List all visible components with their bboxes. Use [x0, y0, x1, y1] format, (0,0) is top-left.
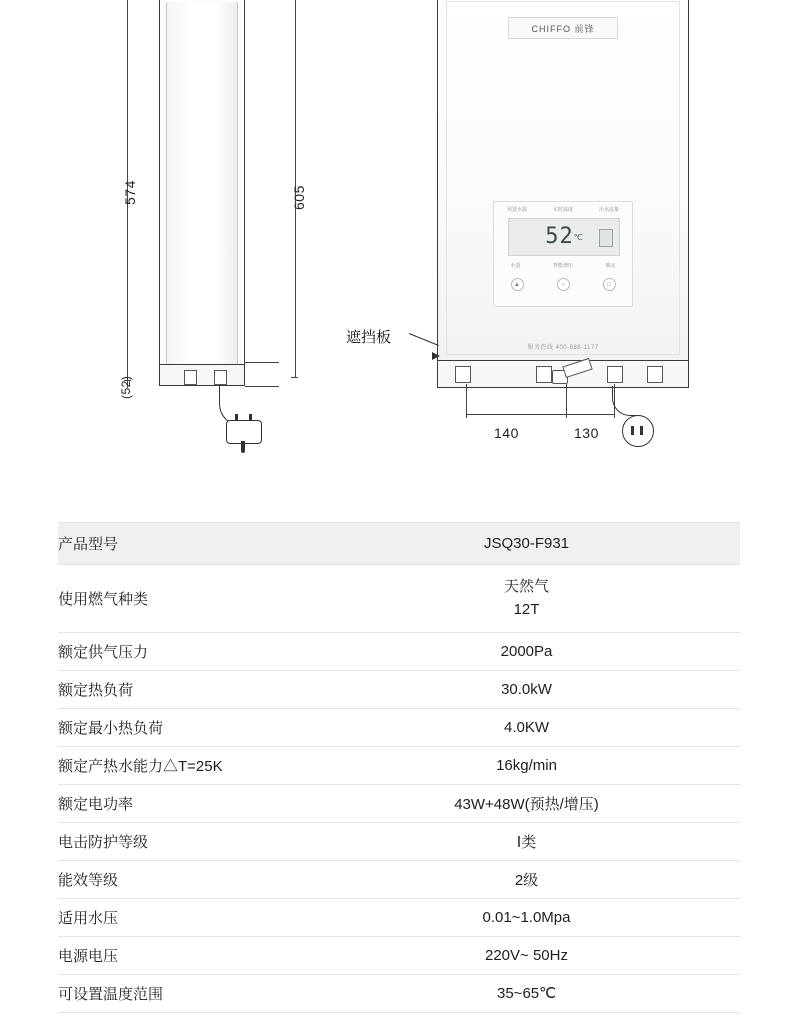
spec-value: 35~65℃	[497, 985, 556, 1002]
brand-logo: CHIFFO 前锋	[508, 17, 618, 39]
table-row	[58, 860, 740, 898]
dimension-label-605: 605	[291, 185, 307, 210]
front-view-port-2	[536, 366, 552, 383]
spec-key: 可设置温度范围	[58, 985, 164, 1003]
dimension-label-130: 130	[574, 425, 599, 441]
table-row	[58, 632, 740, 670]
control-panel	[493, 201, 633, 307]
dimension-line-130	[566, 414, 614, 415]
callout-arrow-icon	[432, 352, 440, 360]
dimension-label-574: 574	[122, 180, 138, 205]
front-view-port-1	[455, 366, 471, 383]
panel-top-label-0: 预置水温	[506, 207, 527, 213]
table-row	[58, 974, 740, 1012]
spec-value: 4.0KW	[503, 718, 549, 736]
spec-value: Ⅰ类	[516, 833, 537, 851]
spec-key: 能效等级	[58, 871, 119, 889]
dimension-tick-605-bottom	[291, 377, 298, 378]
spec-value: 2级	[514, 871, 539, 889]
side-view-foot-left	[184, 370, 197, 385]
panel-button-up-icon: ▲	[511, 278, 524, 291]
panel-mid-label-1: 智能增压	[552, 263, 573, 269]
panel-buttons	[494, 278, 632, 291]
panel-top-labels	[494, 206, 632, 213]
dimension-leader-52-bottom	[245, 386, 279, 387]
dimension-ext-140-left	[466, 384, 467, 418]
dimension-ext-140-right	[566, 384, 567, 418]
spec-value: 220V~ 50Hz	[485, 946, 568, 964]
table-row	[58, 784, 740, 822]
spec-key: 额定产热水能力△T=25K	[58, 757, 223, 775]
table-row	[58, 708, 740, 746]
power-plug-tail	[241, 441, 245, 453]
power-socket-icon	[622, 415, 654, 447]
spec-value: JSQ30-F931	[483, 535, 570, 552]
spec-key: 额定最小热负荷	[58, 719, 164, 737]
front-view-port-4	[647, 366, 663, 383]
front-view-port-3	[607, 366, 623, 383]
dimension-leader-52-top	[245, 362, 279, 363]
panel-mid-labels	[494, 262, 632, 269]
panel-button-mode-icon: □	[603, 278, 616, 291]
socket-cable	[612, 386, 638, 416]
spec-value: 16kg/min	[496, 756, 557, 774]
spec-key: 电源电压	[58, 947, 119, 965]
callout-leader-line	[409, 333, 439, 346]
table-row	[58, 523, 740, 565]
side-view-inner-panel	[166, 2, 238, 368]
spec-key: 使用燃气种类	[58, 590, 149, 608]
spec-key: 适用水压	[58, 909, 119, 927]
spec-key: 电击防护等级	[58, 833, 149, 851]
spec-key: 额定热负荷	[58, 681, 134, 699]
lcd-temperature-value: 52	[545, 224, 574, 249]
gas-valve-icon	[552, 364, 594, 386]
spec-key: 额定电功率	[58, 795, 134, 813]
specification-table	[58, 522, 740, 1013]
spec-value: 2000Pa	[500, 642, 553, 660]
spec-value: 43W+48W(预热/增压)	[454, 795, 599, 813]
table-row	[58, 565, 740, 633]
table-row	[58, 898, 740, 936]
panel-button-power-icon: ○	[557, 278, 570, 291]
table-row	[58, 670, 740, 708]
panel-mid-label-2: 锁定	[605, 263, 616, 269]
dimension-label-140: 140	[494, 425, 519, 441]
table-row	[58, 822, 740, 860]
service-hotline-text: 服务热线 400-888-1177	[527, 345, 599, 351]
side-view-base	[159, 364, 245, 386]
panel-top-label-2: 出水流量	[598, 207, 619, 213]
dimension-label-52: (52)	[119, 375, 133, 399]
lcd-display	[508, 218, 620, 256]
spec-value: 0.01~1.0Mpa	[482, 908, 571, 926]
spec-key: 产品型号	[58, 536, 119, 553]
lcd-temperature-unit: ℃	[573, 232, 583, 242]
panel-mid-label-0: 水量	[510, 263, 521, 269]
specification-table-wrapper	[58, 522, 740, 1013]
spec-value: 30.0kW	[501, 680, 552, 698]
spec-value: 天然气 12T	[503, 578, 549, 619]
front-view-body	[437, 0, 689, 362]
panel-top-label-1: 实时温度	[552, 207, 573, 213]
dimension-line-140	[466, 414, 566, 415]
spec-key: 额定供气压力	[58, 643, 149, 661]
table-row	[58, 936, 740, 974]
side-view-foot-right	[214, 370, 227, 385]
callout-label-shading-plate: 遮挡板	[346, 329, 392, 346]
table-row	[58, 746, 740, 784]
product-dimension-diagram	[0, 0, 790, 500]
dimension-ext-130-right	[614, 384, 615, 418]
lcd-side-indicator-icon	[599, 229, 613, 247]
